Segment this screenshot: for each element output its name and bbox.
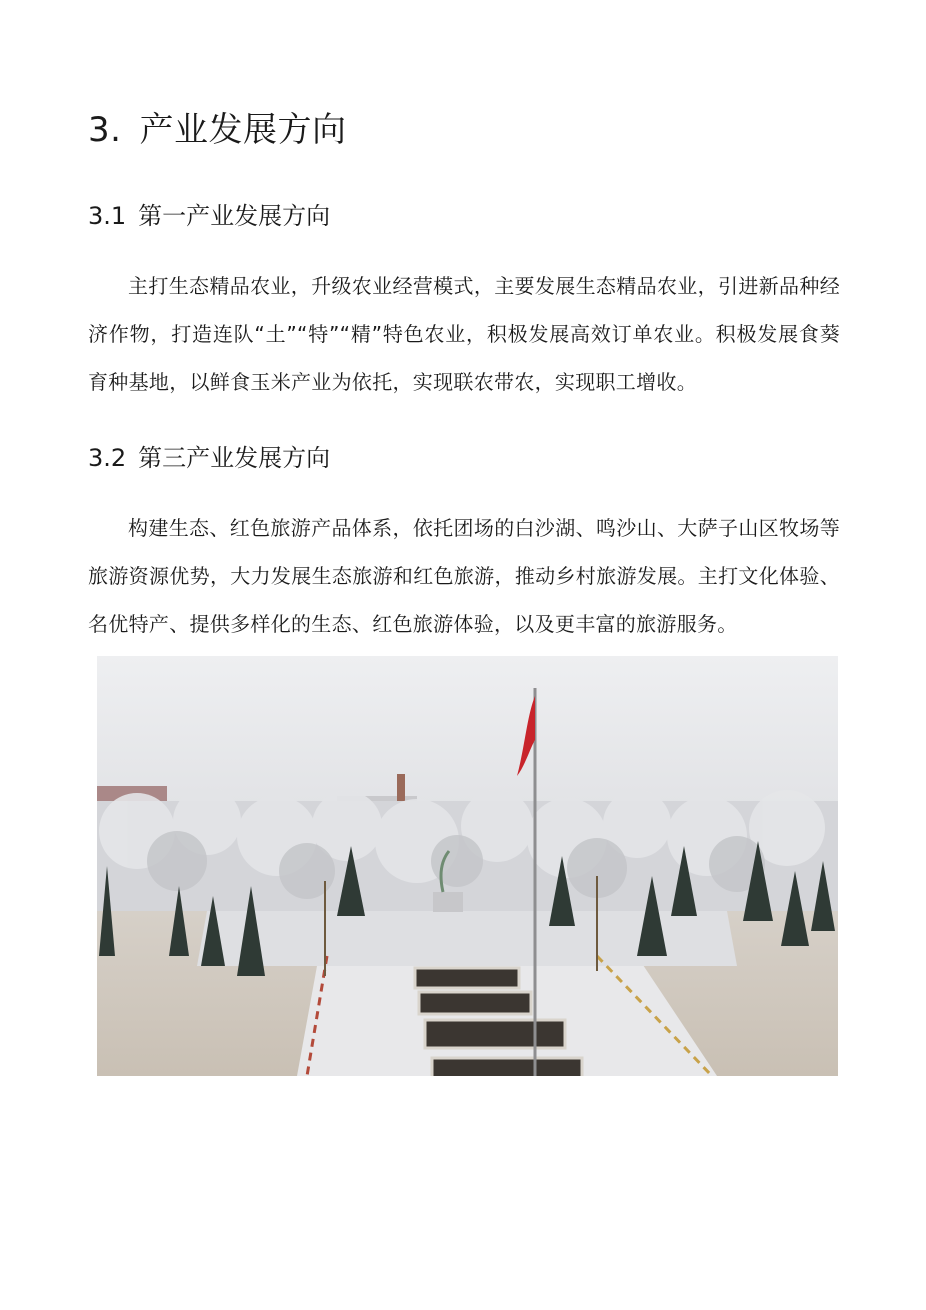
subsection-number: 3.1 bbox=[88, 202, 127, 230]
section-title: 产业发展方向 bbox=[139, 110, 347, 150]
section-heading bbox=[88, 102, 346, 151]
subsection-heading-primary-industry bbox=[88, 196, 330, 231]
subsection-title: 第一产业发展方向 bbox=[138, 202, 331, 230]
frosted-square-photo bbox=[97, 656, 838, 1076]
tertiary-industry-paragraph: 构建生态、红色旅游产品体系，依托团场的白沙湖、鸣沙山、大萨子山区牧场等旅游资源优势，大力发展生态旅游和红色旅游，推动乡村旅游发展。主打文化体验、名优特产、提供多样化的生态、红色旅游体验，以及更丰富的旅游服务。 bbox=[88, 516, 840, 636]
subsection-heading-tertiary-industry bbox=[88, 438, 330, 473]
primary-industry-paragraph: 主打生态精品农业，升级农业经营模式，主要发展生态精品农业，引进新品种经济作物，打造连队“土”“特”“精”特色农业，积极发展高效订单农业。积极发展食葵育种基地，以鲜食玉米产业为依托，实现联农带农，实现职工增收。 bbox=[88, 274, 840, 394]
section-number: 3. bbox=[88, 110, 122, 150]
subsection-title: 第三产业发展方向 bbox=[138, 444, 331, 472]
subsection-number: 3.2 bbox=[88, 444, 127, 472]
